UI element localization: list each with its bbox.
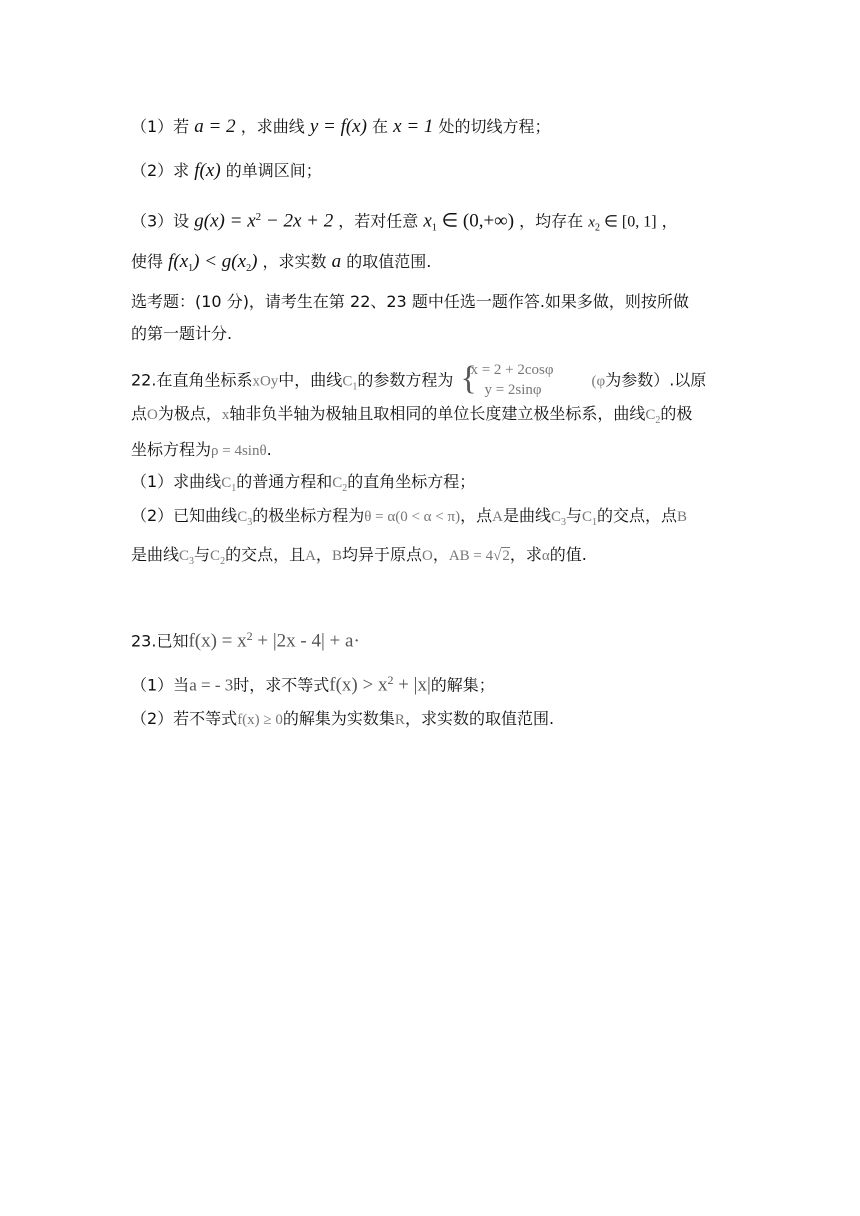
p23-q2: （2）若不等式f(x) ≥ 0的解集为实数集R，求实数的取值范围. — [131, 709, 555, 728]
sqrt-sign: √ — [493, 548, 502, 564]
p22-q2-line2: 是曲线$C_3$与$C_2$的交点，且A，B均异于原点O，AB = 4√2，求α的值. — [131, 545, 587, 568]
p21-q3-line2: 使得 $f(x_1) < g(x_2)$ ，求实数 a 的取值范围. — [131, 251, 432, 275]
p22-line1: 22.在直角坐标系xOy中，曲线$C_1$的参数方程为 { x = 2 + 2cosφ y = 2sinφ (φ为参数）.以原 — [131, 361, 706, 402]
p22-q1: （1）求曲线$C_1$的普通方程和$C_2$的直角坐标方程； — [131, 472, 476, 495]
p22-q2-line1: （2）已知曲线$C_3$的极坐标方程为θ = α(0 < α < π)，点A是曲线$C_3$与$C_1$的交点，点B — [131, 506, 688, 529]
p21-q1: （1）若 a = 2 ，求曲线 y = f(x) 在 x = 1 处的切线方程； — [131, 116, 551, 137]
parametric-system: { x = 2 + 2cosφ y = 2sinφ — [460, 360, 554, 398]
p23-q1: （1）当a = - 3时，求不等式$f(x) > x^2 + |x|$的解集； — [131, 673, 495, 696]
elective-line2: 的第一题计分. — [131, 324, 233, 343]
elective-line1: 选考题：(10 分)，请考生在第 22、23 题中任选一题作答.如果多做，则按所做 — [131, 292, 689, 311]
p22-line3: 坐标方程为ρ = 4sinθ. — [131, 440, 272, 459]
p23-line1: 23.已知$f(x) = x^2 + |2x - 4| + a\cdot$ — [131, 629, 360, 652]
p22-line2: 点O为极点，x轴非负半轴为极轴且取相同的单位长度建立极坐标系，曲线$C_2$的极 — [131, 404, 693, 427]
p21-q2: （2）求 f(x) 的单调区间； — [131, 160, 322, 181]
left-brace: { — [460, 360, 477, 397]
p21-q3-line1: （3）设 $g(x) = x^2 - 2x + 2$ ，若对任意 $x_1$ ∈ (0,+∞) ，均存在 $x_2$ ∈ [0, 1] ， — [131, 210, 678, 234]
